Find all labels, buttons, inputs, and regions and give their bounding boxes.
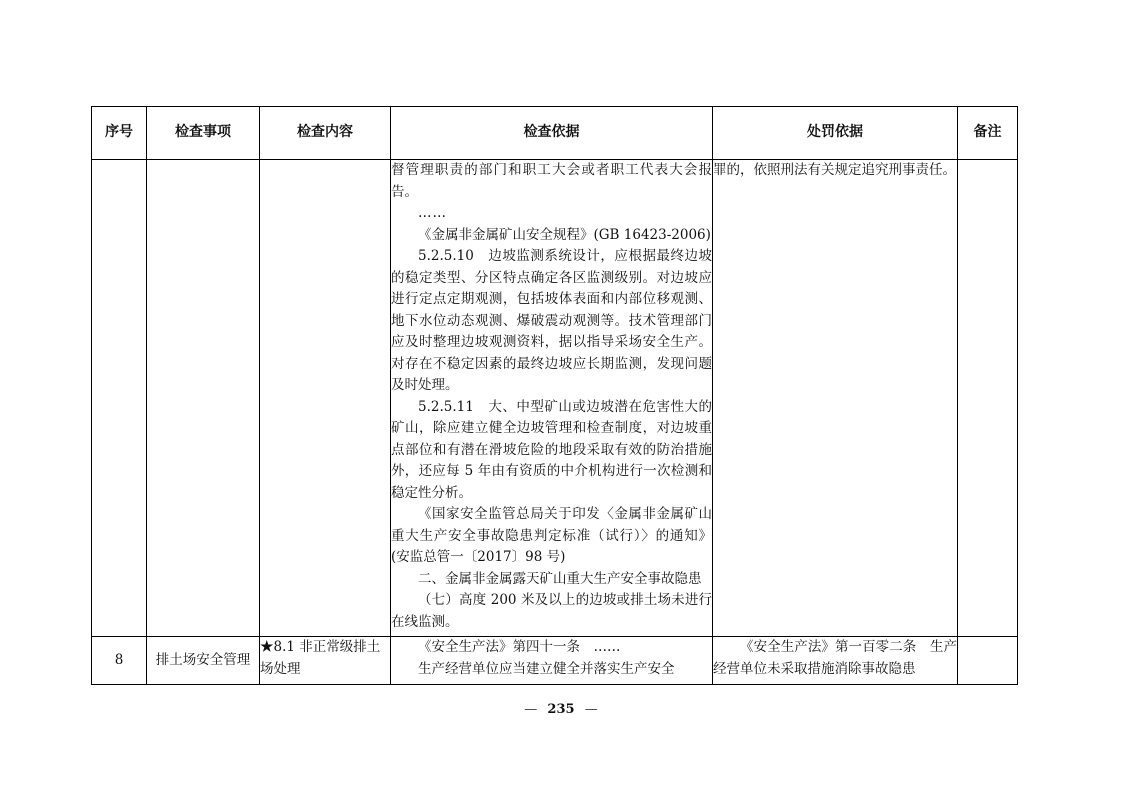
header-inspection-basis: 检查依据 xyxy=(391,107,713,160)
row-inspection-basis xyxy=(391,637,713,685)
page-number-dash-left: — xyxy=(524,702,538,717)
basis-paragraph: 督管理职责的部门和职工大会或者职工代表大会报告。 xyxy=(391,162,712,200)
row-inspection-content: ★8.1 非正常级排土场处理 xyxy=(260,637,391,685)
table-row-8 xyxy=(92,637,1018,685)
header-remarks: 备注 xyxy=(958,107,1018,160)
row-remarks xyxy=(958,637,1018,685)
page-number-dash-right: — xyxy=(584,702,598,717)
row-inspection-basis xyxy=(391,160,713,637)
header-inspection-item: 检查事项 xyxy=(147,107,260,160)
basis-paragraph: 5.2.5.11 大、中型矿山或边坡潜在危害性大的矿山，除应建立健全边坡管理和检查制度，对边坡重点部位和有潜在滑坡危险的地段采取有效的防治措施外，还应每 5 年由有资质的中介机构进行一次检测和稳定性分析。 xyxy=(391,398,712,501)
header-penalty-basis: 处罚依据 xyxy=(713,107,958,160)
penalty-paragraph: 《安全生产法》第一百零二条 生产经营单位未采取措施消除事故隐患 xyxy=(713,639,957,677)
header-row xyxy=(92,107,1018,160)
inspection-table xyxy=(91,106,1018,685)
row-penalty-basis xyxy=(713,160,958,637)
basis-paragraph: 生产经营单位应当建立健全并落实生产安全 xyxy=(418,660,675,677)
basis-paragraph: 《国家安全监管总局关于印发〈金属非金属矿山重大生产安全事故隐患判定标准（试行）〉的通知》(安监总管一〔2017〕98 号) xyxy=(391,506,712,565)
basis-paragraph: 《金属非金属矿山安全规程》(GB 16423-2006) xyxy=(418,226,711,243)
basis-paragraph: （七）高度 200 米及以上的边坡或排土场未进行在线监测。 xyxy=(391,592,712,630)
basis-paragraph: 《安全生产法》第四十一条 …… xyxy=(418,639,621,655)
row-inspection-item xyxy=(147,160,260,637)
row-inspection-item: 排土场安全管理 xyxy=(147,637,260,685)
penalty-paragraph: 罪的，依照刑法有关规定追究刑事责任。 xyxy=(713,162,956,178)
row-serial-number: 8 xyxy=(92,637,147,685)
basis-ellipsis: …… xyxy=(418,205,447,221)
row-remarks xyxy=(958,160,1018,637)
row-penalty-basis xyxy=(713,637,958,685)
page-number xyxy=(0,702,1122,717)
basis-paragraph: 二、金属非金属露天矿山重大生产安全事故隐患 xyxy=(418,570,702,587)
row-serial-number xyxy=(92,160,147,637)
header-serial-number: 序号 xyxy=(92,107,147,160)
row-inspection-content xyxy=(260,160,391,637)
page-number-value: 235 xyxy=(547,702,575,717)
header-inspection-content: 检查内容 xyxy=(260,107,391,160)
table-row-continued xyxy=(92,160,1018,637)
basis-paragraph: 5.2.5.10 边坡监测系统设计，应根据最终边坡的稳定类型、分区特点确定各区监测级别。对边坡应进行定点定期观测，包括坡体表面和内部位移观测、地下水位动态观测、爆破震动观测等。技术管理部门应及时整理边坡观测资料，据以指导采场安全生产。对存在不稳定因素的最终边坡应长期监测，发现问题及时处理。 xyxy=(391,248,712,393)
